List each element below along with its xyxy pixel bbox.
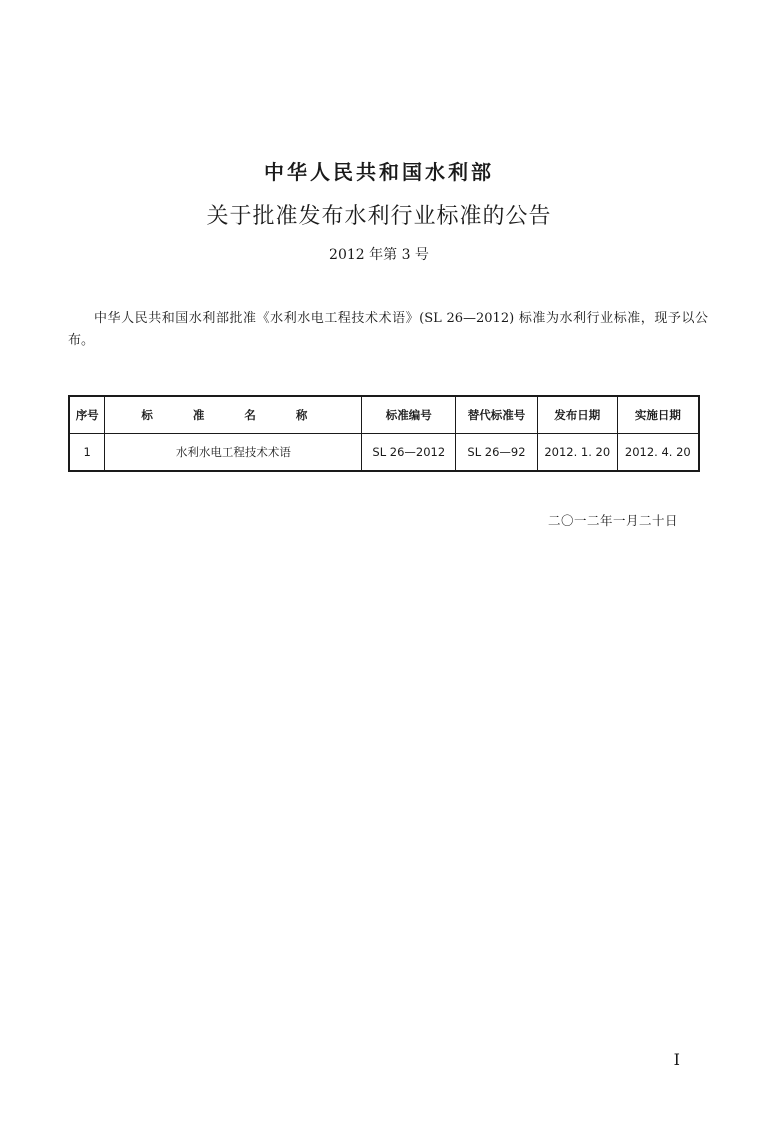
table-row: [69, 434, 699, 472]
cell-release-date: 2012. 1. 20: [537, 434, 617, 472]
cell-standard-code: SL 26—2012: [362, 434, 456, 472]
cell-seq: 1: [69, 434, 105, 472]
announcement-title: 关于批准发布水利行业标准的公告: [206, 204, 552, 229]
header-effective-date: 实施日期: [617, 396, 699, 434]
cell-standard-name: 水利水电工程技术术语: [105, 434, 362, 472]
header-seq: 序号: [69, 396, 105, 434]
standards-table: [68, 395, 700, 472]
announcement-date: 二〇一二年一月二十日: [547, 513, 678, 528]
header-standard-name: 标 准 名 称: [105, 396, 362, 434]
page-number: I: [673, 1050, 680, 1069]
issue-number: 2012 年第 3 号: [329, 247, 429, 263]
cell-effective-date: 2012. 4. 20: [617, 434, 699, 472]
ministry-name: 中华人民共和国水利部: [264, 160, 494, 184]
cell-replaced-code: SL 26—92: [456, 434, 538, 472]
table-header-row: [69, 396, 699, 434]
announcement-paragraph: 中华人民共和国水利部批准《水利水电工程技术术语》(SL 26—2012) 标准为水利行业标准，现予以公布。: [68, 311, 708, 348]
header-standard-code: 标准编号: [362, 396, 456, 434]
header-replaced-code: 替代标准号: [456, 396, 538, 434]
header-release-date: 发布日期: [537, 396, 617, 434]
